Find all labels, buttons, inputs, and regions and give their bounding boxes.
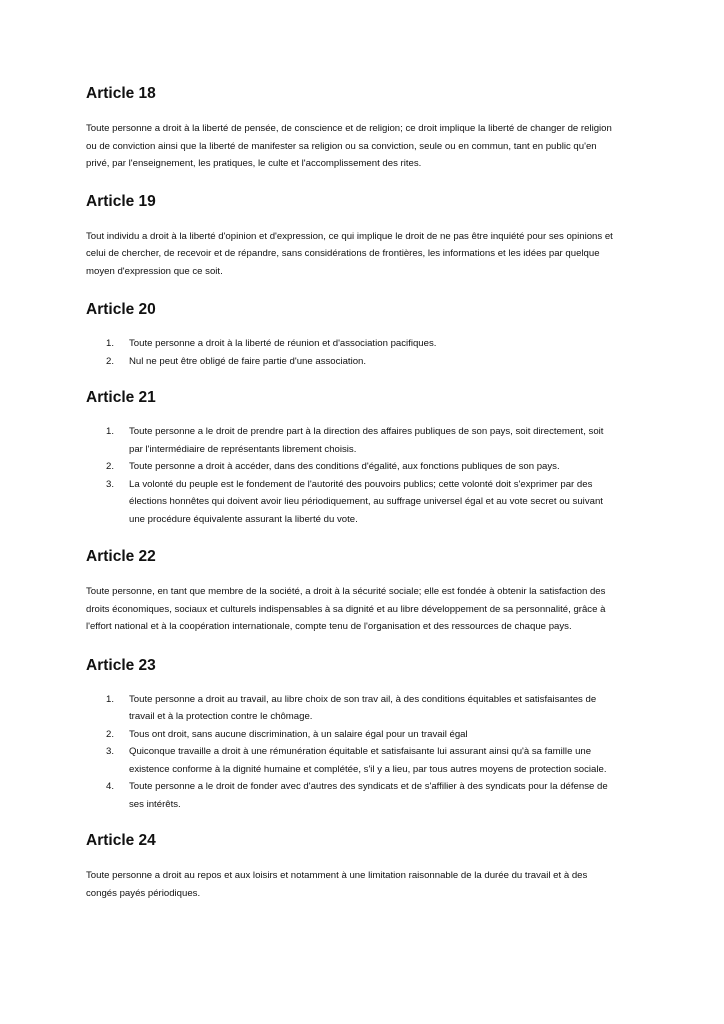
item-line: Toute personne a le droit de prendre part à la direction des affaires publiques de son pays, soit directement, soit	[129, 426, 604, 437]
paragraph-line: Toute personne a droit au repos et aux loisirs et notamment à une limitation raisonnable de la durée du travail et à des	[86, 870, 588, 881]
numbered-list	[86, 691, 638, 814]
item-line: par l'intermédiaire de représentants librement choisis.	[129, 443, 357, 455]
list-number: 1.	[106, 338, 115, 349]
paragraph-line: droits économiques, sociaux et culturels indispensables à sa dignité et au libre développement de sa personnalité, grâce à	[86, 603, 606, 615]
article-23	[86, 656, 638, 814]
list-item	[86, 691, 638, 726]
article-title: Article 18	[86, 85, 156, 102]
list-item	[86, 476, 638, 529]
item-line: ses intérêts.	[129, 798, 181, 810]
item-line: une procédure équivalente assurant la liberté du vote.	[129, 513, 358, 525]
list-item	[86, 423, 638, 458]
article-22	[86, 547, 638, 636]
list-number: 3.	[106, 746, 115, 757]
document-page	[86, 84, 638, 902]
list-number: 2.	[106, 461, 115, 472]
article-title: Article 21	[86, 389, 156, 406]
list-number: 2.	[106, 728, 115, 740]
article-paragraph	[86, 120, 638, 173]
list-item	[86, 335, 638, 353]
article-19	[86, 192, 638, 281]
article-title: Article 20	[86, 301, 156, 318]
article-title: Article 19	[86, 192, 156, 210]
list-number: 3.	[106, 478, 115, 490]
numbered-list	[86, 335, 638, 370]
item-line: Nul ne peut être obligé de faire partie d'une association.	[129, 355, 367, 367]
paragraph-line: Toute personne, en tant que membre de la société, a droit à la sécurité sociale; elle est fondée à obtenir la satisfaction des	[86, 586, 606, 597]
item-line: élections honnêtes qui doivent avoir lieu périodiquement, au suffrage universel égal et au vote secret ou suivant	[129, 496, 603, 507]
list-number: 2.	[106, 355, 115, 367]
item-line: existence conforme à la dignité humaine et complétée, s'il y a lieu, par tous autres moyens de protection sociale.	[129, 763, 607, 775]
article-18	[86, 84, 638, 173]
paragraph-line: l'effort national et à la coopération internationale, compte tenu de l'organisation et des ressources de chaque pays.	[86, 621, 572, 632]
list-item	[86, 458, 638, 476]
item-line: travail et à la protection contre le chômage.	[129, 711, 313, 722]
article-24	[86, 831, 638, 902]
paragraph-line: privé, par l'enseignement, les pratiques, le culte et l'accomplissement des rites.	[86, 158, 422, 169]
article-20	[86, 300, 638, 370]
list-item	[86, 726, 638, 744]
list-number: 4.	[106, 781, 115, 792]
article-title: Article 23	[86, 656, 156, 674]
numbered-list	[86, 423, 638, 528]
list-item	[86, 743, 638, 778]
paragraph-line: celui de chercher, de recevoir et de répandre, sans considérations de frontières, les informations et les idées par quelque	[86, 248, 600, 259]
list-number: 1.	[106, 426, 115, 437]
article-paragraph	[86, 867, 638, 902]
list-number: 1.	[106, 693, 115, 705]
paragraph-line: ou de conviction ainsi que la liberté de manifester sa religion ou sa conviction, seule ou en commun, tant en public qu'en	[86, 140, 597, 152]
list-item	[86, 353, 638, 371]
item-line: La volonté du peuple est le fondement de l'autorité des pouvoirs publics; cette volonté doit s'exprimer par des	[129, 478, 593, 490]
article-title: Article 24	[86, 832, 156, 849]
item-line: Toute personne a droit au travail, au libre choix de son trav ail, à des conditions équitables et satisfaisantes de	[129, 693, 597, 705]
list-item	[86, 778, 638, 813]
article-paragraph	[86, 583, 638, 636]
paragraph-line: Tout individu a droit à la liberté d'opinion et d'expression, ce qui implique le droit de ne pas être inquiété pour ses opinions et	[86, 230, 613, 242]
article-paragraph	[86, 228, 638, 281]
paragraph-line: congés payés périodiques.	[86, 887, 201, 899]
article-title: Article 22	[86, 548, 156, 565]
item-line: Tous ont droit, sans aucune discrimination, à un salaire égal pour un travail égal	[129, 728, 468, 740]
item-line: Toute personne a droit à la liberté de réunion et d'association pacifiques.	[129, 338, 437, 349]
item-line: Toute personne a le droit de fonder avec d'autres des syndicats et de s'affilier à des syndicats pour la défense de	[129, 781, 608, 792]
item-line: Toute personne a droit à accéder, dans des conditions d'égalité, aux fonctions publiques de son pays.	[129, 461, 560, 472]
paragraph-line: Toute personne a droit à la liberté de pensée, de conscience et de religion; ce droit implique la liberté de changer de religion	[86, 123, 612, 134]
article-21	[86, 388, 638, 528]
item-line: Quiconque travaille a droit à une rémunération équitable et satisfaisante lui assurant ainsi qu'à sa famille une	[129, 746, 592, 757]
paragraph-line: moyen d'expression que ce soit.	[86, 265, 223, 277]
